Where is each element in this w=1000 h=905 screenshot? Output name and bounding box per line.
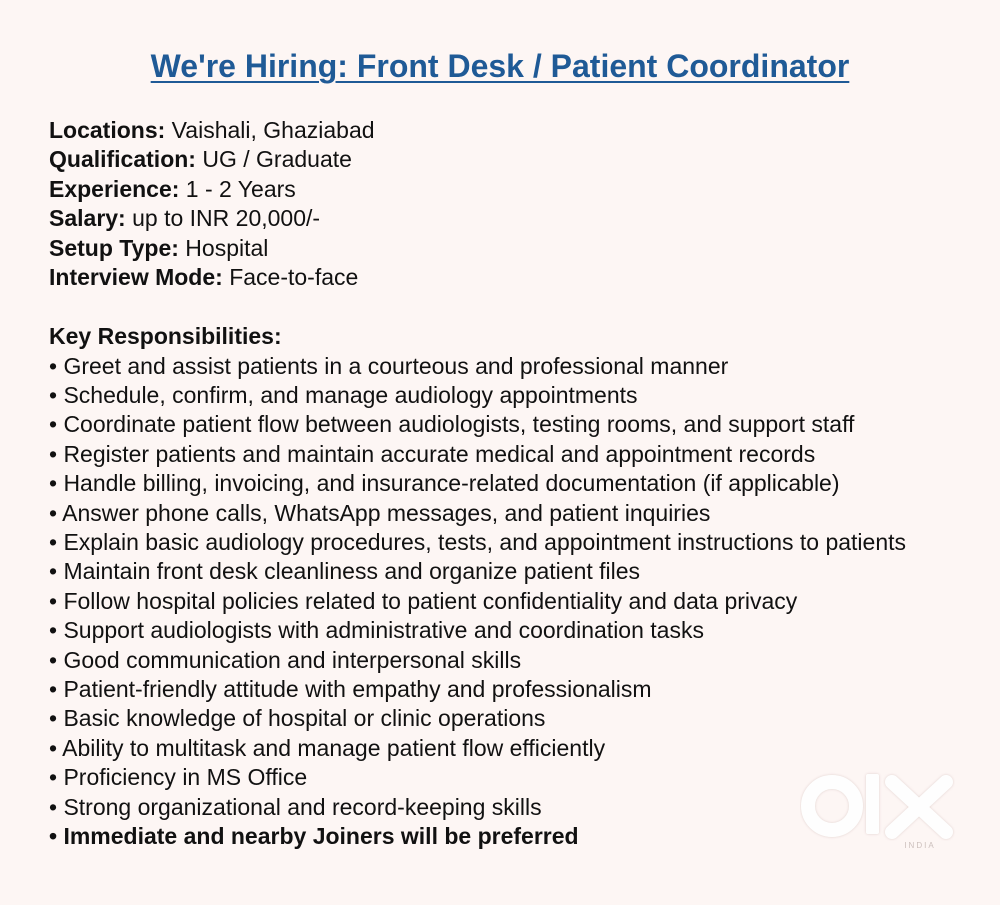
responsibilities-heading: Key Responsibilities: [49,323,282,349]
detail-value: 1 - 2 Years [179,175,296,202]
detail-value: Hospital [178,234,269,261]
list-item: • Patient-friendly attitude with empathy and professionalism [49,675,652,702]
detail-qualification [49,145,949,174]
detail-setup-type [49,234,949,263]
detail-label: Interview Mode: [49,263,223,290]
detail-value: UG / Graduate [195,146,352,173]
list-item: • Register patients and maintain accurate medical and appointment records [49,440,816,467]
detail-label: Locations: [49,117,166,143]
list-item: • Handle billing, invoicing, and insurance-related documentation (if applicable) [49,470,840,497]
list-item: • Explain basic audiology procedures, tests, and appointment instructions to patients [49,528,906,555]
detail-interview-mode [49,263,949,292]
olx-logo-mark [808,774,946,834]
list-item: • Good communication and interpersonal skills [49,646,522,673]
list-item: • Strong organizational and record-keeping skills [49,793,542,820]
detail-label: Qualification: [49,146,196,173]
list-item: • Maintain front desk cleanliness and organize patient files [49,558,641,585]
detail-experience [49,175,949,204]
list-item: • Ability to multitask and manage patient flow efficiently [49,734,606,761]
detail-label: Experience: [49,175,180,202]
detail-salary [49,204,949,233]
olx-watermark-logo [800,768,960,858]
detail-value: Face-to-face [222,263,359,290]
list-item: • Schedule, confirm, and manage audiology appointments [49,381,638,408]
list-item: • Coordinate patient flow between audiologists, testing rooms, and support staff [49,411,855,438]
detail-locations [49,116,949,145]
job-details-list [49,116,949,292]
list-item: • Basic knowledge of hospital or clinic operations [49,705,546,732]
page-title: We're Hiring: Front Desk / Patient Coordinator [150,48,850,84]
responsibilities-list [49,352,929,852]
detail-value: Vaishali, Ghaziabad [165,117,375,143]
list-item: • Answer phone calls, WhatsApp messages, and patient inquiries [49,499,711,526]
list-item: • Support audiologists with administrative and coordination tasks [49,617,704,644]
list-item: • Follow hospital policies related to patient confidentiality and data privacy [49,587,798,614]
detail-value: up to INR 20,000/- [125,205,321,232]
list-item-highlight: • Immediate and nearby Joiners will be preferred [49,823,579,849]
watermark-subtext: INDIA [904,841,936,850]
detail-label: Setup Type: [49,234,179,261]
list-item: • Proficiency in MS Office [49,764,308,791]
list-item: • Greet and assist patients in a courteous and professional manner [49,352,729,379]
detail-label: Salary: [49,205,126,232]
